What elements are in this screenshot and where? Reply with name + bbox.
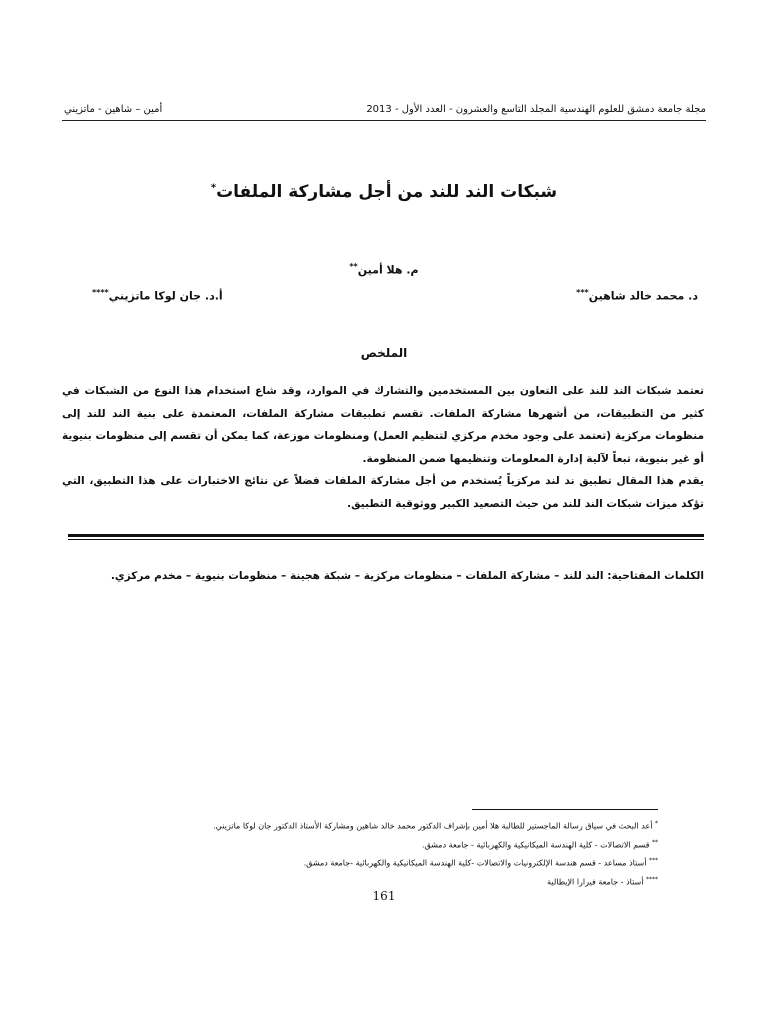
footnote-text: قسم الاتصالات - كلية الهندسة الميكانيكية والكهربائية - جامعة دمشق. [421, 840, 650, 850]
keywords: الكلمات المفتاحية: الند للند – مشاركة الملفات – منظومات مركزية – شبكة هجينة – منظومات بنيوية – مخدم مركزي. [110, 570, 704, 582]
author-right-name: د. محمد خالد شاهين [588, 289, 698, 303]
title-footnote-marker: * [210, 182, 217, 194]
footnote-divider [472, 809, 658, 810]
abstract-paragraph-2: يقدم هذا المقال تطبيق ند لند مركزياً يُستخدم من أجل مشاركة الملفات فضلاً عن نتائج الاختبارات على هذا التطبيق، التي تؤكد ميزات شبكات الند للند من حيث التصعيد الكبير ووثوقية التطبيق. [62, 475, 704, 510]
footnote-marker: *** [649, 857, 658, 865]
footnotes [213, 816, 658, 891]
footnote [213, 853, 658, 872]
header-divider [62, 120, 706, 121]
footnote-marker: **** [646, 875, 658, 883]
page-number: 161 [372, 889, 396, 903]
journal-header: مجلة جامعة دمشق للعلوم الهندسية المجلد التاسع والعشرون - العدد الأول - 2013 [366, 104, 706, 115]
abstract-divider-thick [68, 534, 704, 537]
abstract-paragraph-1: تعتمد شبكات الند للند على التعاون بين المستخدمين والتشارك في الموارد، وقد شاع استخدام هذا النوع من الشبكات في كثير من التطبيقات، من أشهرها مشاركة الملفات. تقسم تطبيقات مشاركة الملفات، المعتمدة على بنية الند للند إلى منظومات مركزية (تعتمد على وجود مخدم مركزي لتنظيم العمل) ومنظومات موزعة، كما يمكن أن تقسم إلى منظومات بنيوية أو غير بنيوية، تبعاً لآلية إدارة المعلومات وتنظيمها ضمن المنظومة. [62, 385, 704, 465]
abstract-divider-thin [68, 539, 704, 540]
abstract-heading: الملخص [360, 346, 408, 360]
title-text: شبكات الند للند من أجل مشاركة الملفات [216, 182, 558, 202]
footnote-text: أستاذ - جامعة فيرارا الإيطالية [547, 877, 644, 887]
author-left-marker: **** [92, 288, 109, 297]
author-left [92, 288, 223, 303]
footnote [213, 816, 658, 835]
author-center-name: م. هلا أمين [357, 263, 419, 277]
footnote [213, 872, 658, 891]
author-right-marker: *** [576, 288, 589, 297]
author-center [0, 262, 768, 277]
author-right [576, 288, 698, 303]
footnote-text: أعد البحث في سياق رسالة الماجستير للطالبة هلا أمين بإشراف الدكتور محمد خالد شاهين ومشاركة الأستاذ الدكتور جان لوكا ماتزيني. [213, 821, 653, 831]
author-left-name: أ.د. جان لوكا ماتزيني [108, 289, 223, 303]
paper-title [60, 182, 708, 202]
abstract-body [62, 380, 704, 516]
footnote [213, 835, 658, 854]
header-authors: أمين – شاهين - ماتزيني [64, 104, 163, 115]
footnote-text: أستاذ مساعد - قسم هندسة الإلكترونيات والاتصالات -كلية الهندسة الميكانيكية والكهربائية -جامعة دمشق. [303, 858, 647, 868]
footnote-marker: ** [652, 838, 658, 846]
footnote-marker: * [655, 820, 658, 827]
author-center-marker: ** [349, 262, 358, 271]
